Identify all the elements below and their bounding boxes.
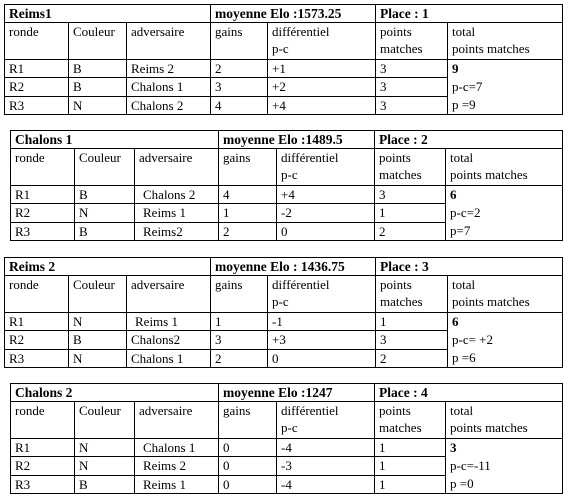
standings-table-chalons1 xyxy=(10,130,563,241)
team-name: Chalons 1 xyxy=(11,131,219,149)
header-gains: gains xyxy=(219,149,277,186)
table-row: R2 B Chalons2 3 +3 3 xyxy=(5,331,563,349)
total-cell: 6 p-c= +2 p =6 xyxy=(448,313,563,368)
header-total: total points matches xyxy=(446,402,563,439)
table-row: R3 N Chalons 2 4 +4 3 xyxy=(5,96,563,114)
header-total: total points matches xyxy=(448,23,563,60)
table-row: R1 N Reims 1 1 -1 1 6 p-c= +2 p =6 xyxy=(5,313,563,331)
elo-average: moyenne Elo :1573.25 xyxy=(211,5,376,23)
header-adversaire: adversaire xyxy=(135,402,219,439)
header-couleur: Couleur xyxy=(75,149,135,186)
header-ronde: ronde xyxy=(5,23,69,60)
header-adversaire: adversaire xyxy=(135,149,219,186)
header-adversaire: adversaire xyxy=(127,276,211,313)
header-adversaire: adversaire xyxy=(127,23,211,60)
header-points-matches: points matches xyxy=(376,276,448,313)
standings-table-reims1 xyxy=(4,4,563,115)
header-differentiel: différentiel p-c xyxy=(268,23,376,60)
header-differentiel: différentiel p-c xyxy=(277,149,375,186)
place: Place : 3 xyxy=(376,258,563,276)
table-row: R3 B Reims 1 0 -4 1 xyxy=(11,475,563,493)
header-total: total points matches xyxy=(448,276,563,313)
elo-average: moyenne Elo : 1436.75 xyxy=(211,258,376,276)
header-points-matches: points matches xyxy=(375,149,446,186)
team-name: Chalons 2 xyxy=(11,384,219,402)
header-ronde: ronde xyxy=(11,149,75,186)
header-differentiel: différentiel p-c xyxy=(277,402,375,439)
elo-average: moyenne Elo :1247 xyxy=(219,384,375,402)
place: Place : 2 xyxy=(375,131,563,149)
total-cell: 9 p-c=7 p =9 xyxy=(448,60,563,115)
header-couleur: Couleur xyxy=(75,402,135,439)
total-cell: 6 p-c=2 p=7 xyxy=(446,186,563,241)
place: Place : 4 xyxy=(375,384,563,402)
total-cell: 3 p-c=-11 p =0 xyxy=(446,439,563,494)
header-gains: gains xyxy=(211,23,268,60)
table-row: R3 N Chalons 1 2 0 2 xyxy=(5,349,563,367)
header-points-matches: points matches xyxy=(376,23,448,60)
table-row: R1 B Reims 2 2 +1 3 9 p-c=7 p =9 xyxy=(5,60,563,78)
header-gains: gains xyxy=(219,402,277,439)
standings-table-reims2 xyxy=(4,257,563,368)
table-row: R2 N Reims 2 0 -3 1 xyxy=(11,457,563,475)
table-row: R2 N Reims 1 1 -2 1 xyxy=(11,204,563,222)
place: Place : 1 xyxy=(376,5,563,23)
header-points-matches: points matches xyxy=(375,402,446,439)
team-name: Reims1 xyxy=(5,5,211,23)
header-couleur: Couleur xyxy=(69,276,127,313)
standings-table-chalons2 xyxy=(10,383,563,494)
table-row: R1 N Chalons 1 0 -4 1 3 p-c=-11 p =0 xyxy=(11,439,563,457)
elo-average: moyenne Elo :1489.5 xyxy=(219,131,375,149)
header-differentiel: différentiel p-c xyxy=(268,276,376,313)
header-gains: gains xyxy=(211,276,268,313)
header-ronde: ronde xyxy=(5,276,69,313)
table-row: R3 B Reims2 2 0 2 xyxy=(11,222,563,240)
header-ronde: ronde xyxy=(11,402,75,439)
header-couleur: Couleur xyxy=(69,23,127,60)
table-row: R1 B Chalons 2 4 +4 3 6 p-c=2 p=7 xyxy=(11,186,563,204)
header-total: total points matches xyxy=(446,149,563,186)
team-name: Reims 2 xyxy=(5,258,211,276)
table-row: R2 B Chalons 1 3 +2 3 xyxy=(5,78,563,96)
